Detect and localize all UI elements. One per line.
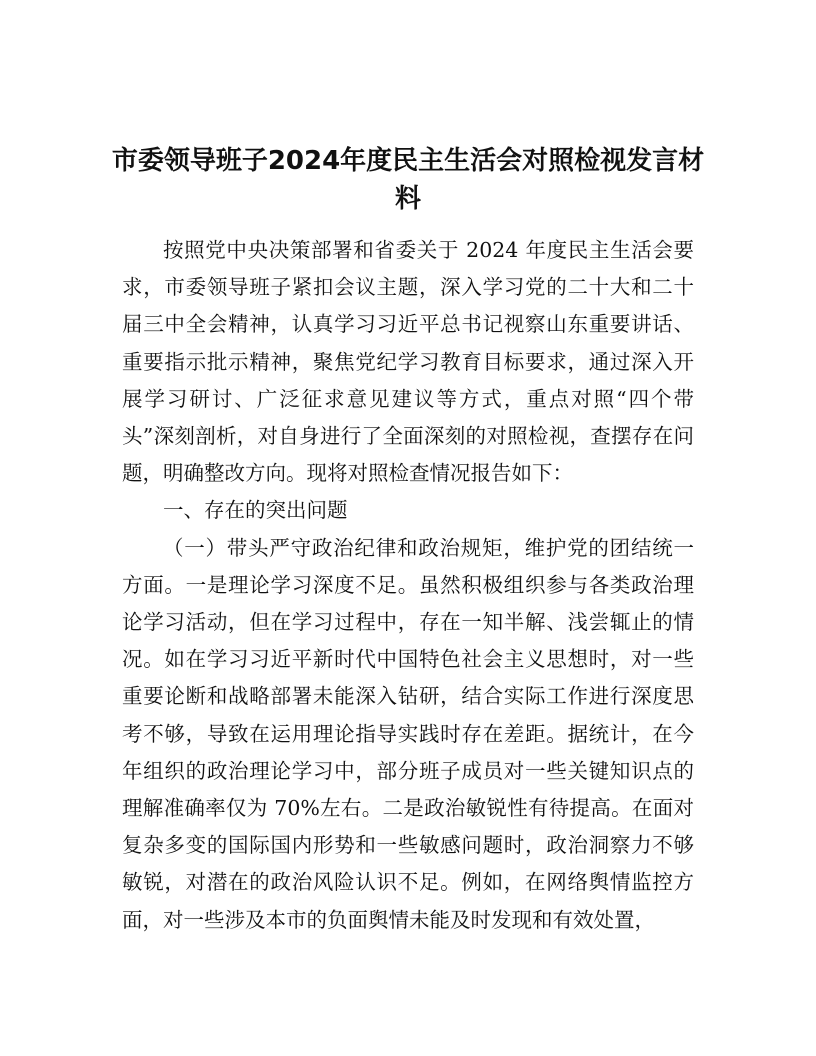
document-body bbox=[122, 232, 694, 939]
document-title: 市委领导班子2024年度民主生活会对照检视发言材料 bbox=[111, 146, 705, 214]
subsection-paragraph: （一）带头严守政治纪律和政治规矩，维护党的团结统一方面。一是理论学习深度不足。虽然积极组织参与各类政治理论学习活动，但在学习过程中，存在一知半解、浅尝辄止的情况。如在学习习近平新时代中国特色社会主义思想时，对一些重要论断和战略部署未能深入钻研，结合实际工作进行深度思考不够，导致在运用理论指导实践时存在差距。据统计，在今年组织的政治理论学习中，部分班子成员对一些关键知识点的理解准确率仅为 70%左右。二是政治敏锐性有待提高。在面对复杂多变的国际国内形势和一些敏感问题时，政治洞察力不够敏锐，对潜在的政治风险认识不足。例如，在网络舆情监控方面，对一些涉及本市的负面舆情未能及时发现和有效处置， bbox=[122, 535, 694, 932]
intro-paragraph: 按照党中央决策部署和省委关于 2024 年度民主生活会要求，市委领导班子紧扣会议主题，深入学习党的二十大和二十届三中全会精神，认真学习习近平总书记视察山东重要讲话、重要指示批示精神，聚焦党纪学习教育目标要求，通过深入开展学习研讨、广泛征求意见建议等方式，重点对照“四个带头”深刻剖析，对自身进行了全面深刻的对照检视，查摆存在问题，明确整改方向。现将对照检查情况报告如下： bbox=[122, 238, 694, 486]
section-heading: 一、存在的突出问题 bbox=[163, 498, 348, 523]
